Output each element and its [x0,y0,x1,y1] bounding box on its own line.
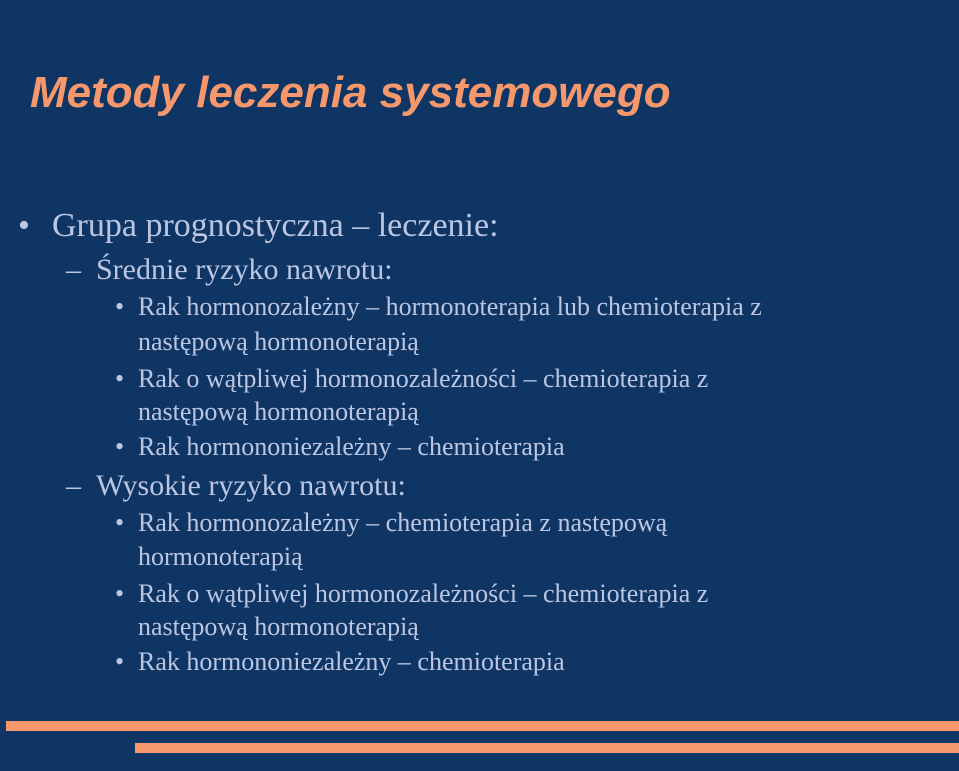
list-item: Rak o wątpliwej hormonozależności – chemioterapia z [138,579,709,608]
slide-title: Metody leczenia systemowego [30,68,671,117]
dash-icon: – [66,253,81,286]
dash-icon: – [66,469,81,502]
footer-divider-bottom [135,743,959,753]
bullet-icon: • [115,508,125,537]
group-label: Średnie ryzyko nawrotu: [96,253,393,286]
list-item: Rak hormonozależny – chemioterapia z następową [138,508,668,537]
footer-divider-top [6,721,959,731]
list-heading: Grupa prognostyczna – leczenie: [52,207,499,244]
bullet-icon: • [115,647,125,676]
bullet-icon: • [115,432,125,461]
list-item-continuation: następową hormonoterapią [138,612,419,641]
bullet-icon: • [115,579,125,608]
list-item: Rak o wątpliwej hormonozależności – chemioterapia z [138,364,709,393]
list-item: Rak hormononiezależny – chemioterapia [138,432,565,461]
bullet-icon: • [115,364,125,393]
group-label: Wysokie ryzyko nawrotu: [96,469,406,502]
list-item-continuation: hormonoterapią [138,542,303,571]
list-item: Rak hormononiezależny – chemioterapia [138,647,565,676]
list-item: Rak hormonozależny – hormonoterapia lub chemioterapia z [138,292,762,321]
bullet-icon: • [18,207,30,244]
list-item-continuation: następową hormonoterapią [138,397,419,426]
bullet-icon: • [115,292,125,321]
list-item-continuation: następową hormonoterapią [138,327,419,356]
